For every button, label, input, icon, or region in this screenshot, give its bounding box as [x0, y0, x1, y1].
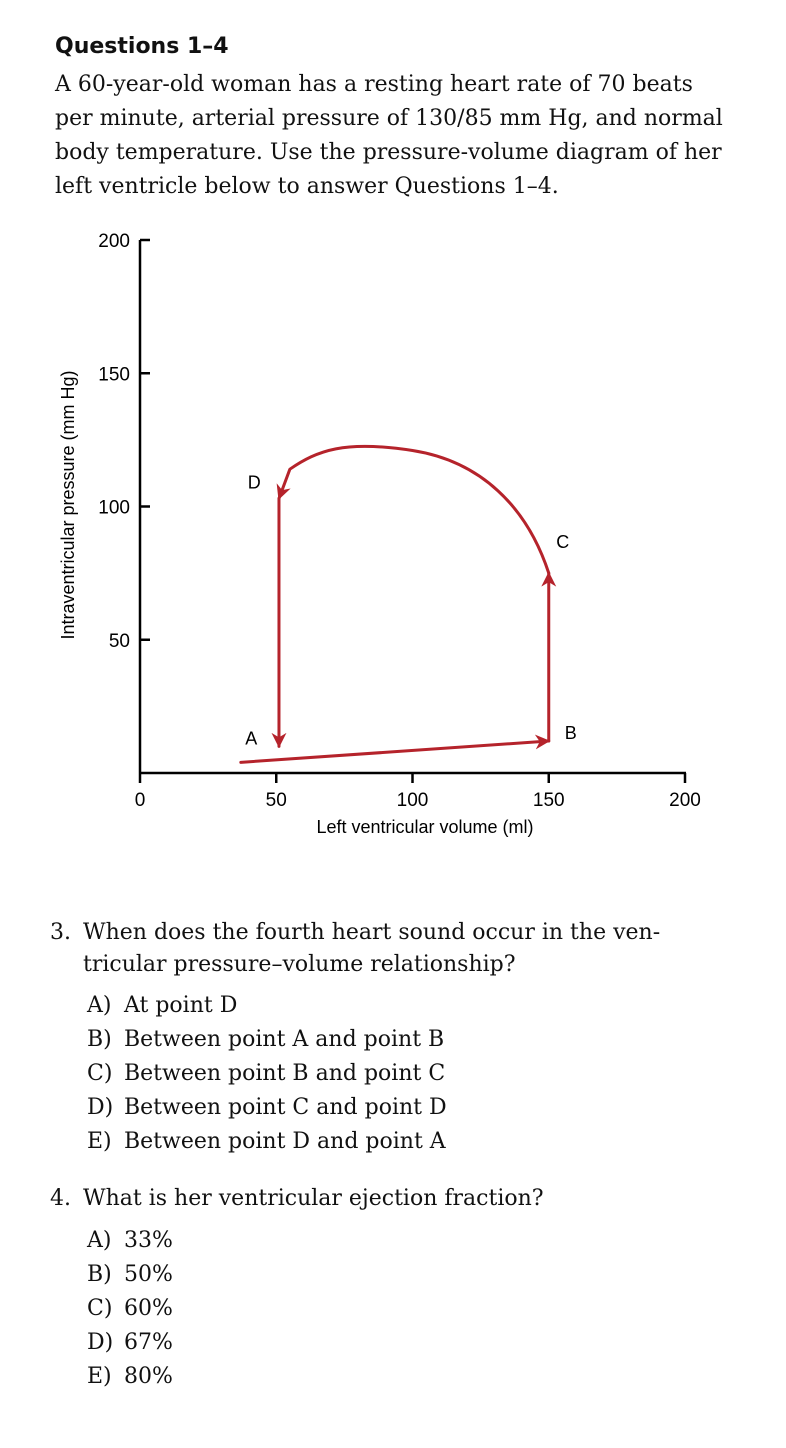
- option-text: 67%: [124, 1330, 173, 1355]
- answer-option[interactable]: [87, 993, 237, 1018]
- y-ticks: [98, 231, 150, 652]
- point-label-a: A: [245, 728, 258, 749]
- filling-segment: [241, 741, 549, 762]
- pv-loop: [241, 446, 549, 762]
- option-letter: B): [87, 1027, 112, 1052]
- option-letter: A): [87, 1228, 112, 1253]
- question-text-line: When does the fourth heart sound occur in the ven-: [83, 920, 661, 945]
- question-text-line: What is her ventricular ejection fraction?: [83, 1186, 544, 1211]
- ejection-segment: [279, 446, 549, 573]
- answer-option[interactable]: [87, 1129, 446, 1154]
- point-label-b: B: [564, 723, 577, 744]
- answer-option[interactable]: [87, 1296, 173, 1321]
- option-text: 60%: [124, 1296, 173, 1321]
- option-letter: D): [87, 1330, 114, 1355]
- y-tick-label: 100: [98, 497, 130, 519]
- point-label-c: C: [556, 532, 570, 553]
- option-letter: E): [87, 1364, 112, 1389]
- intro-line: body temperature. Use the pressure-volume diagram of her: [55, 140, 722, 165]
- x-tick-label: 100: [396, 790, 429, 811]
- x-tick-label: 50: [265, 790, 287, 811]
- option-text: 50%: [124, 1262, 173, 1287]
- option-text: Between point C and point D: [124, 1095, 447, 1120]
- y-tick-label: 200: [98, 231, 130, 252]
- answer-option[interactable]: [87, 1364, 173, 1389]
- answer-option[interactable]: [87, 1330, 173, 1355]
- question-number: 3.: [50, 920, 71, 945]
- x-tick-label: 0: [134, 790, 146, 811]
- option-text: 80%: [124, 1364, 173, 1389]
- option-text: Between point D and point A: [124, 1129, 446, 1154]
- option-letter: C): [87, 1061, 113, 1086]
- questions-heading: Questions 1–4: [55, 34, 229, 59]
- option-letter: D): [87, 1095, 114, 1120]
- option-text: At point D: [124, 993, 238, 1018]
- pressure-volume-diagram: [0, 225, 786, 845]
- intro-paragraph: [55, 68, 745, 204]
- option-text: 33%: [124, 1228, 173, 1253]
- option-letter: B): [87, 1262, 112, 1287]
- x-tick-label: 200: [669, 790, 701, 811]
- chart-axes: [139, 240, 686, 773]
- option-letter: E): [87, 1129, 112, 1154]
- point-labels: [245, 473, 577, 749]
- x-tick-label: 150: [532, 790, 565, 811]
- answer-option[interactable]: [87, 1228, 173, 1253]
- answer-option[interactable]: [87, 1027, 444, 1052]
- option-letter: C): [87, 1296, 113, 1321]
- intro-line: A 60-year-old woman has a resting heart rate of 70 beats: [55, 72, 693, 97]
- answer-option[interactable]: [87, 1061, 445, 1086]
- question-number: 4.: [50, 1186, 71, 1211]
- y-axis-label: Intraventricular pressure (mm Hg): [58, 370, 78, 640]
- option-text: Between point B and point C: [124, 1061, 446, 1086]
- question-text-line: tricular pressure–volume relationship?: [83, 952, 516, 977]
- y-tick-label: 150: [98, 364, 130, 386]
- option-text: Between point A and point B: [124, 1027, 445, 1052]
- x-axis-label: Left ventricular volume (ml): [316, 817, 534, 837]
- answer-option[interactable]: [87, 1262, 173, 1287]
- intro-line: per minute, arterial pressure of 130/85 mm Hg, and normal: [55, 106, 723, 131]
- x-ticks: [135, 773, 701, 811]
- option-letter: A): [87, 993, 112, 1018]
- answer-option[interactable]: [87, 1095, 447, 1120]
- point-label-d: D: [247, 472, 261, 493]
- y-tick-label: 50: [108, 630, 130, 652]
- intro-line: left ventricle below to answer Questions 1–4.: [55, 174, 559, 199]
